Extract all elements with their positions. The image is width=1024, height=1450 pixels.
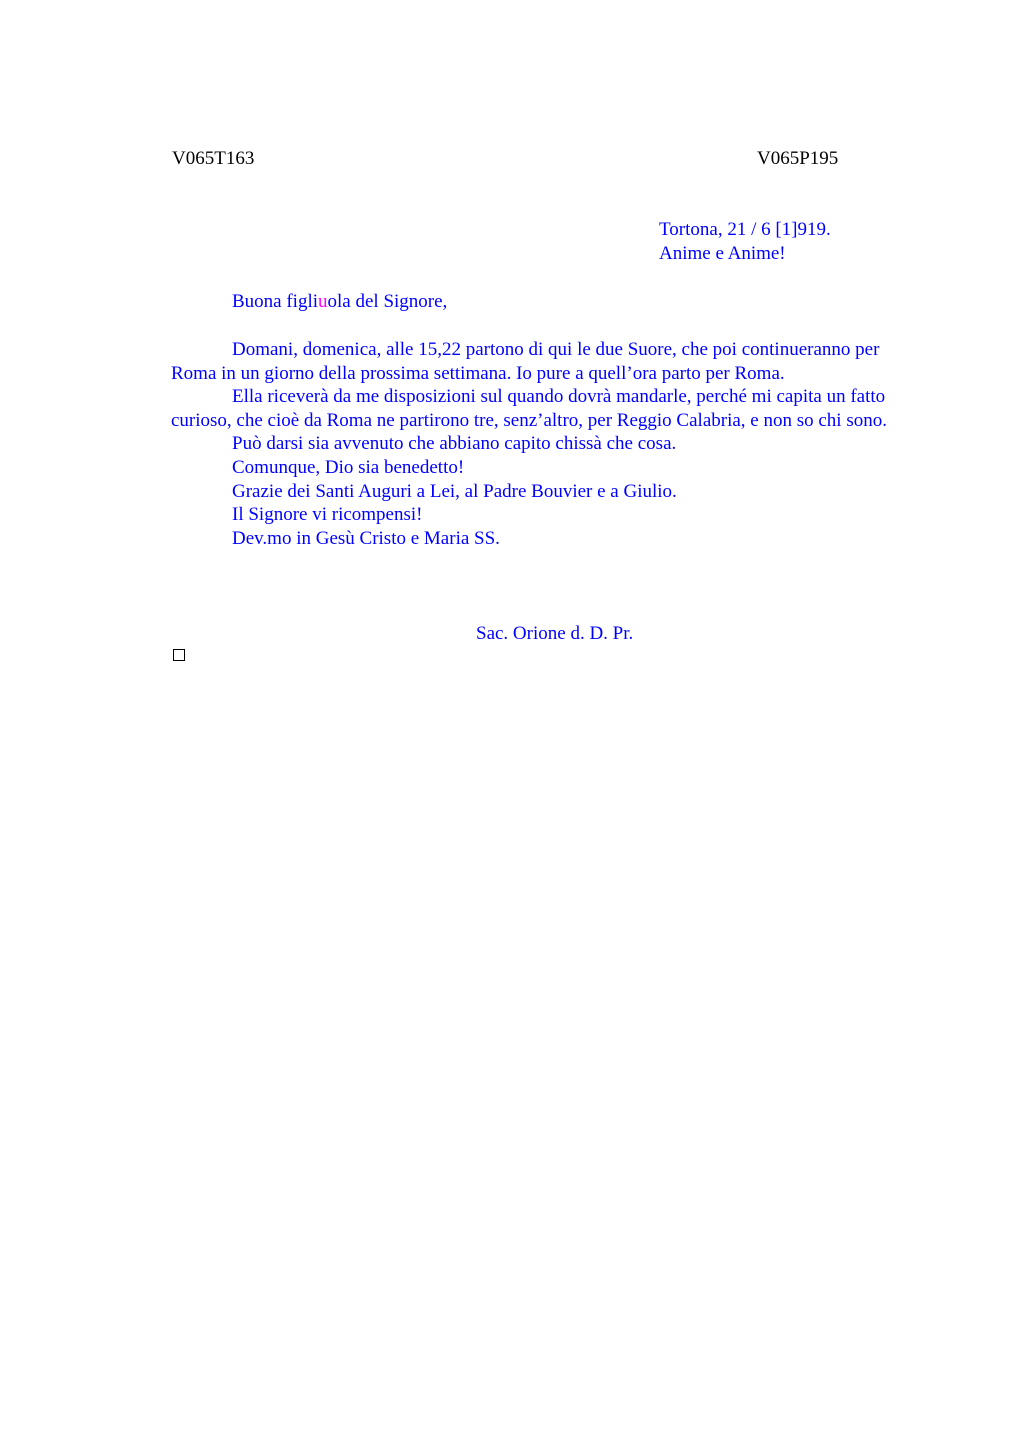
signature: Sac. Orione d. D. Pr. <box>476 623 634 644</box>
place-date: Tortona, 21 / 6 [1]919. <box>659 219 831 240</box>
salutation-highlight: u <box>318 291 328 312</box>
motto: Anime e Anime! <box>659 242 786 264</box>
checkbox-square <box>173 649 185 661</box>
body-paragraph-6: Il Signore vi ricompensi! <box>232 504 423 526</box>
date-block <box>659 218 831 265</box>
body-paragraph-5: Grazie dei Santi Auguri a Lei, al Padre Bouvier e a Giulio. <box>232 480 677 502</box>
body-paragraph-3: Può darsi sia avvenuto che abbiano capito chissà che cosa. <box>232 433 677 455</box>
salutation <box>232 290 447 314</box>
letter-body <box>171 338 916 550</box>
body-paragraph-7: Dev.mo in Gesù Cristo e Maria SS. <box>232 527 500 549</box>
document-code-right: V065P195 <box>757 148 839 169</box>
body-paragraph-1: Domani, domenica, alle 15,22 partono di qui le due Suore, che poi continueranno per Roma in un giorno della prossima settimana. Io pure a quell’ora parto per Roma. <box>171 339 880 384</box>
salutation-part-2: ola del Signore, <box>327 291 448 312</box>
salutation-part-1: Buona figli <box>232 291 319 312</box>
body-paragraph-4: Comunque, Dio sia benedetto! <box>232 456 465 478</box>
body-paragraph-2: Ella riceverà da me disposizioni sul quando dovrà mandarle, perché mi capita un fatto curioso, che cioè da Roma ne partirono tre, senz’altro, per Reggio Calabria, e non so chi sono. <box>171 386 887 431</box>
document-code-left: V065T163 <box>172 148 255 169</box>
